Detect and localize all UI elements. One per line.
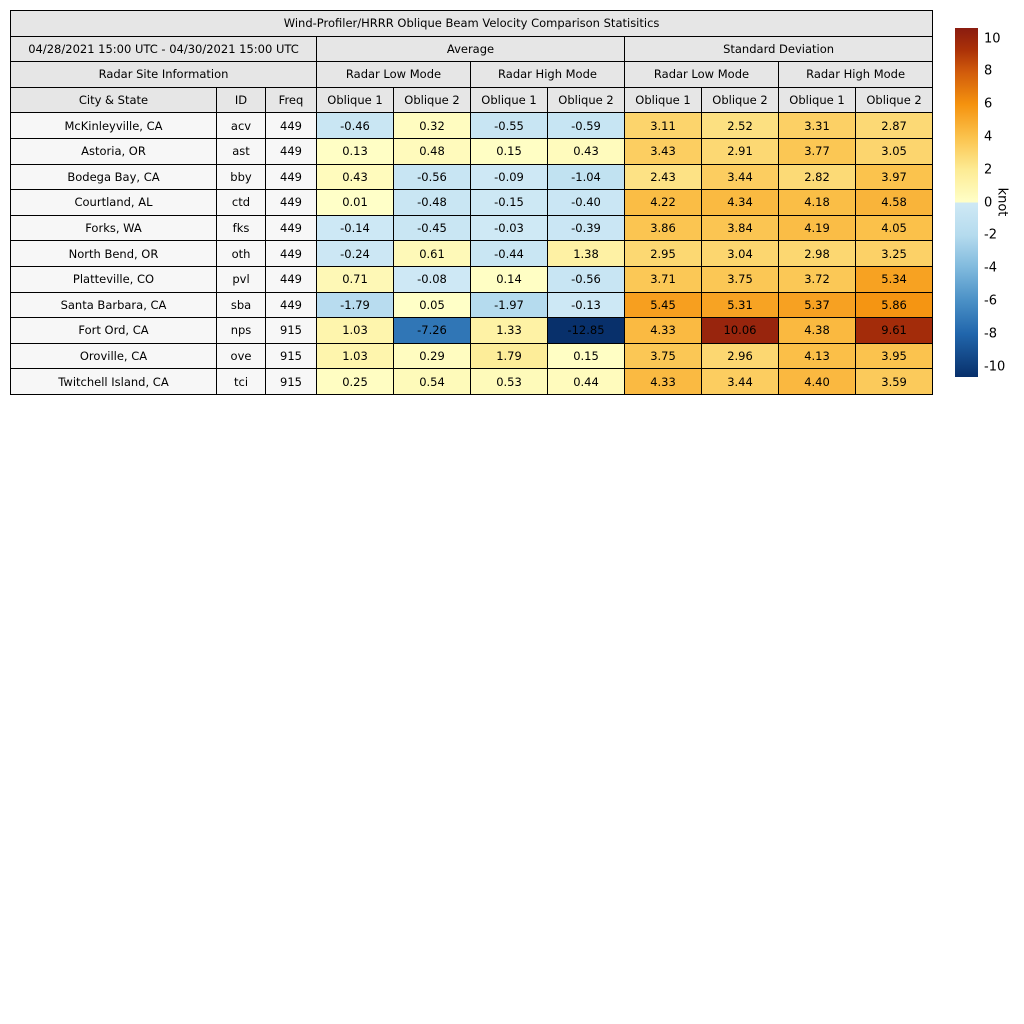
- section-header-row: [11, 36, 933, 62]
- value-cell: 4.34: [702, 190, 779, 216]
- table-row: [11, 113, 933, 139]
- city-cell: Fort Ord, CA: [11, 318, 217, 344]
- city-cell: Forks, WA: [11, 215, 217, 241]
- value-cell: -1.79: [317, 292, 394, 318]
- value-cell: 2.91: [702, 138, 779, 164]
- site-id-cell: pvl: [217, 266, 266, 292]
- colorbar-tick-label: 0: [984, 195, 993, 210]
- value-cell: 5.34: [856, 266, 933, 292]
- table-body: [11, 113, 933, 395]
- table-row: [11, 318, 933, 344]
- value-cell: 5.37: [779, 292, 856, 318]
- value-cell: -0.55: [471, 113, 548, 139]
- value-cell: 3.25: [856, 241, 933, 267]
- freq-cell: 915: [266, 369, 317, 395]
- value-cell: -1.04: [548, 164, 625, 190]
- value-cell: 3.59: [856, 369, 933, 395]
- value-cell: 1.03: [317, 318, 394, 344]
- value-cell: 5.45: [625, 292, 702, 318]
- oblique1-column-header: Oblique 1: [317, 87, 394, 113]
- value-cell: 3.84: [702, 215, 779, 241]
- value-cell: -0.46: [317, 113, 394, 139]
- value-cell: 3.04: [702, 241, 779, 267]
- value-cell: 4.05: [856, 215, 933, 241]
- value-cell: -0.15: [471, 190, 548, 216]
- value-cell: 3.05: [856, 138, 933, 164]
- title-row: [11, 11, 933, 37]
- value-cell: -0.56: [394, 164, 471, 190]
- value-cell: 3.11: [625, 113, 702, 139]
- site-id-cell: fks: [217, 215, 266, 241]
- column-header-row: [11, 87, 933, 113]
- freq-cell: 449: [266, 164, 317, 190]
- value-cell: -1.97: [471, 292, 548, 318]
- value-cell: -0.40: [548, 190, 625, 216]
- site-info-header: Radar Site Information: [11, 62, 317, 88]
- chart-title: Wind-Profiler/HRRR Oblique Beam Velocity Comparison Statisitics: [11, 11, 933, 37]
- colorbar-tick-label: 6: [984, 96, 993, 112]
- value-cell: 0.05: [394, 292, 471, 318]
- city-cell: North Bend, OR: [11, 241, 217, 267]
- colorbar-tick-label: -4: [984, 260, 997, 276]
- value-cell: 3.31: [779, 113, 856, 139]
- id-column-header: ID: [217, 87, 266, 113]
- value-cell: 4.58: [856, 190, 933, 216]
- value-cell: -0.09: [471, 164, 548, 190]
- value-cell: 0.14: [471, 266, 548, 292]
- value-cell: 4.19: [779, 215, 856, 241]
- oblique2-column-header: Oblique 2: [702, 87, 779, 113]
- value-cell: 4.22: [625, 190, 702, 216]
- value-cell: 0.43: [317, 164, 394, 190]
- value-cell: 1.38: [548, 241, 625, 267]
- value-cell: -0.08: [394, 266, 471, 292]
- city-cell: Astoria, OR: [11, 138, 217, 164]
- value-cell: 0.15: [548, 343, 625, 369]
- table-row: [11, 138, 933, 164]
- value-cell: 2.82: [779, 164, 856, 190]
- value-cell: 2.87: [856, 113, 933, 139]
- freq-cell: 449: [266, 215, 317, 241]
- value-cell: 5.86: [856, 292, 933, 318]
- value-cell: 3.86: [625, 215, 702, 241]
- value-cell: 0.48: [394, 138, 471, 164]
- site-id-cell: bby: [217, 164, 266, 190]
- city-cell: Courtland, AL: [11, 190, 217, 216]
- value-cell: 3.75: [625, 343, 702, 369]
- value-cell: -12.85: [548, 318, 625, 344]
- oblique2-column-header: Oblique 2: [394, 87, 471, 113]
- value-cell: 3.71: [625, 266, 702, 292]
- value-cell: 2.52: [702, 113, 779, 139]
- freq-cell: 449: [266, 241, 317, 267]
- value-cell: 4.33: [625, 369, 702, 395]
- value-cell: 0.53: [471, 369, 548, 395]
- table-row: [11, 292, 933, 318]
- colorbar-tick-label: -10: [984, 359, 1006, 374]
- site-id-cell: tci: [217, 369, 266, 395]
- value-cell: 0.71: [317, 266, 394, 292]
- mode-header-row: [11, 62, 933, 88]
- freq-cell: 449: [266, 190, 317, 216]
- section-average-header: Average: [317, 36, 625, 62]
- value-cell: 0.25: [317, 369, 394, 395]
- oblique1-column-header: Oblique 1: [779, 87, 856, 113]
- value-cell: 2.43: [625, 164, 702, 190]
- freq-cell: 915: [266, 343, 317, 369]
- site-id-cell: ast: [217, 138, 266, 164]
- colorbar-unit-label: knot: [994, 187, 1010, 217]
- site-id-cell: sba: [217, 292, 266, 318]
- value-cell: -0.44: [471, 241, 548, 267]
- city-column-header: City & State: [11, 87, 217, 113]
- oblique2-column-header: Oblique 2: [548, 87, 625, 113]
- site-id-cell: ove: [217, 343, 266, 369]
- table-row: [11, 215, 933, 241]
- value-cell: 3.75: [702, 266, 779, 292]
- value-cell: 0.43: [548, 138, 625, 164]
- value-cell: -0.24: [317, 241, 394, 267]
- freq-cell: 449: [266, 292, 317, 318]
- table-row: [11, 241, 933, 267]
- freq-cell: 449: [266, 266, 317, 292]
- table-row: [11, 343, 933, 369]
- avg-low-mode-header: Radar Low Mode: [317, 62, 471, 88]
- value-cell: 0.15: [471, 138, 548, 164]
- colorbar-gradient: [955, 28, 978, 377]
- value-cell: 0.32: [394, 113, 471, 139]
- value-cell: -0.39: [548, 215, 625, 241]
- freq-cell: 915: [266, 318, 317, 344]
- value-cell: -0.13: [548, 292, 625, 318]
- value-cell: -7.26: [394, 318, 471, 344]
- colorbar-tick-label: -6: [984, 293, 997, 309]
- value-cell: 1.03: [317, 343, 394, 369]
- colorbar-tick-label: -2: [984, 227, 997, 243]
- value-cell: 0.29: [394, 343, 471, 369]
- city-cell: McKinleyville, CA: [11, 113, 217, 139]
- value-cell: 4.18: [779, 190, 856, 216]
- colorbar-tick-label: 8: [984, 63, 993, 79]
- value-cell: 2.98: [779, 241, 856, 267]
- value-cell: 0.01: [317, 190, 394, 216]
- value-cell: 9.61: [856, 318, 933, 344]
- freq-cell: 449: [266, 138, 317, 164]
- city-cell: Twitchell Island, CA: [11, 369, 217, 395]
- oblique1-column-header: Oblique 1: [471, 87, 548, 113]
- table-row: [11, 266, 933, 292]
- value-cell: -0.03: [471, 215, 548, 241]
- value-cell: 4.40: [779, 369, 856, 395]
- value-cell: 3.43: [625, 138, 702, 164]
- value-cell: -0.59: [548, 113, 625, 139]
- value-cell: 0.13: [317, 138, 394, 164]
- section-stddev-header: Standard Deviation: [625, 36, 933, 62]
- city-cell: Bodega Bay, CA: [11, 164, 217, 190]
- value-cell: 1.33: [471, 318, 548, 344]
- value-cell: 4.38: [779, 318, 856, 344]
- colorbar-tick-label: 2: [984, 162, 993, 178]
- value-cell: -0.48: [394, 190, 471, 216]
- table-row: [11, 190, 933, 216]
- value-cell: 3.44: [702, 369, 779, 395]
- value-cell: 0.44: [548, 369, 625, 395]
- value-cell: 3.44: [702, 164, 779, 190]
- value-cell: 2.95: [625, 241, 702, 267]
- value-cell: 3.95: [856, 343, 933, 369]
- city-cell: Oroville, CA: [11, 343, 217, 369]
- site-id-cell: ctd: [217, 190, 266, 216]
- oblique2-column-header: Oblique 2: [856, 87, 933, 113]
- table-row: [11, 369, 933, 395]
- value-cell: -0.14: [317, 215, 394, 241]
- site-id-cell: acv: [217, 113, 266, 139]
- site-id-cell: oth: [217, 241, 266, 267]
- freq-cell: 449: [266, 113, 317, 139]
- value-cell: 2.96: [702, 343, 779, 369]
- city-cell: Platteville, CO: [11, 266, 217, 292]
- value-cell: 4.13: [779, 343, 856, 369]
- value-cell: 3.97: [856, 164, 933, 190]
- site-id-cell: nps: [217, 318, 266, 344]
- table-row: [11, 164, 933, 190]
- value-cell: 0.54: [394, 369, 471, 395]
- value-cell: 0.61: [394, 241, 471, 267]
- colorbar-tick-label: 10: [984, 31, 1001, 46]
- value-cell: 10.06: [702, 318, 779, 344]
- value-cell: -0.45: [394, 215, 471, 241]
- colorbar-tick-label: 4: [984, 129, 993, 145]
- std-high-mode-header: Radar High Mode: [779, 62, 933, 88]
- stats-table: [10, 10, 933, 395]
- avg-high-mode-header: Radar High Mode: [471, 62, 625, 88]
- oblique1-column-header: Oblique 1: [625, 87, 702, 113]
- colorbar-tick-label: -8: [984, 326, 997, 342]
- value-cell: 4.33: [625, 318, 702, 344]
- value-cell: 5.31: [702, 292, 779, 318]
- freq-column-header: Freq: [266, 87, 317, 113]
- std-low-mode-header: Radar Low Mode: [625, 62, 779, 88]
- value-cell: 3.77: [779, 138, 856, 164]
- city-cell: Santa Barbara, CA: [11, 292, 217, 318]
- value-cell: 3.72: [779, 266, 856, 292]
- value-cell: 1.79: [471, 343, 548, 369]
- date-range-label: 04/28/2021 15:00 UTC - 04/30/2021 15:00 UTC: [11, 36, 317, 62]
- value-cell: -0.56: [548, 266, 625, 292]
